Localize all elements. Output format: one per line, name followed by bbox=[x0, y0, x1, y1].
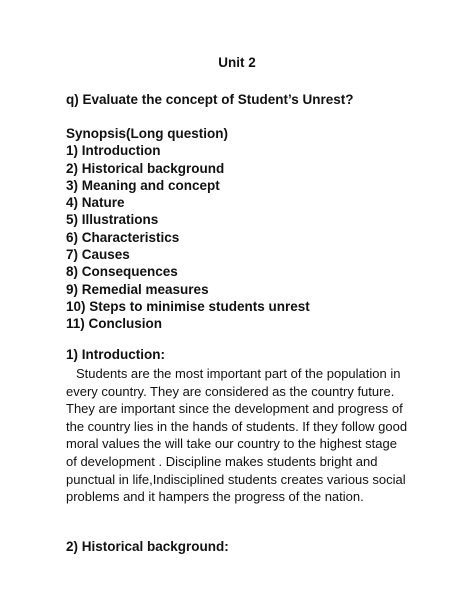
paragraph-line: problems and it hampers the progress of the nation. bbox=[66, 489, 364, 505]
paragraph-line: They are important since the development and progress of bbox=[66, 401, 403, 417]
question-heading: q) Evaluate the concept of Student’s Unrest? bbox=[66, 92, 354, 107]
paragraph-line: the country lies in the hands of students. If they follow good bbox=[66, 418, 408, 434]
synopsis-item: 11) Conclusion bbox=[66, 316, 163, 332]
paragraph-line: Students are the most important part of the population in bbox=[76, 366, 401, 381]
synopsis-item: 3) Meaning and concept bbox=[66, 177, 220, 193]
synopsis-item: 1) Introduction bbox=[66, 143, 161, 159]
synopsis-item: 6) Characteristics bbox=[66, 229, 180, 245]
paragraph-line: punctual in life,Indisciplined students creates various social bbox=[66, 471, 406, 487]
paragraph-line: moral values the will take our country to the highest stage bbox=[66, 436, 397, 452]
introduction-heading: 1) Introduction: bbox=[66, 347, 165, 362]
paragraph-line: of development . Discipline makes students bright and bbox=[66, 453, 378, 469]
paragraph-line: every country. They are considered as the country future. bbox=[66, 383, 395, 399]
historical-background-heading: 2) Historical background: bbox=[66, 539, 229, 554]
synopsis-item: 8) Consequences bbox=[66, 264, 178, 280]
synopsis-section bbox=[66, 125, 310, 333]
synopsis-item: 10) Steps to minimise students unrest bbox=[66, 298, 310, 314]
synopsis-item: 2) Historical background bbox=[66, 160, 225, 176]
synopsis-item: 9) Remedial measures bbox=[66, 281, 209, 297]
introduction-paragraph bbox=[66, 365, 416, 506]
unit-title: Unit 2 bbox=[218, 55, 256, 70]
synopsis-item: 4) Nature bbox=[66, 195, 125, 211]
synopsis-heading: Synopsis(Long question) bbox=[66, 126, 228, 141]
synopsis-item: 7) Causes bbox=[66, 247, 130, 263]
synopsis-item: 5) Illustrations bbox=[66, 212, 159, 228]
